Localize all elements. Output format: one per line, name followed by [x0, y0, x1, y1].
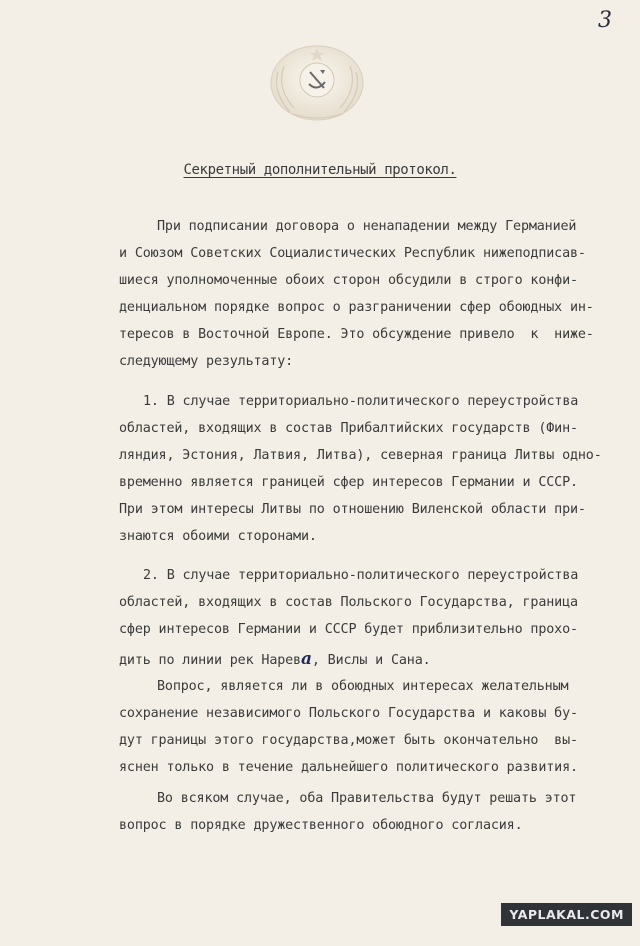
paragraph-4-line-3: дут границы этого государства,может быть окончательно вы-: [119, 733, 578, 748]
paragraph-1-line-4: денциальном порядке вопрос о разграничении сфер обоюдных ин-: [119, 300, 594, 315]
paragraph-5-line-1: Во всяком случае, оба Правительства будут решать этот: [157, 791, 577, 806]
paragraph-2-line-2: областей, входящих в состав Прибалтийских государств (Фин-: [119, 421, 578, 436]
paragraph-3-line-4-end: , Вислы и Сана.: [311, 653, 431, 668]
paragraph-2-line-3: ляндия, Эстония, Латвия, Литва), северная граница Литвы одно-: [119, 448, 602, 463]
paragraph-1-line-2: и Союзом Советских Социалистических Республик нижеподписав-: [119, 246, 586, 261]
page-number: 3: [598, 8, 612, 33]
paragraph-1-line-5: тересов в Восточной Европе. Это обсуждение привело к ниже-: [119, 327, 594, 342]
paragraph-4-line-2: сохранение независимого Польского Государства и каковы бу-: [119, 706, 578, 721]
paragraph-3-line-1: 2. В случае территориально-политического переустройства: [143, 568, 579, 583]
paragraph-3-line-3: сфер интересов Германии и СССР будет приблизительно прохо-: [119, 622, 578, 637]
paragraph-1-line-3: шиеся уполномоченные обоих сторон обсудили в строго конфи-: [119, 273, 578, 288]
site-watermark: YAPLAKAL.COM: [501, 903, 632, 926]
paragraph-2-line-4: временно является границей сфер интересов Германии и СССР.: [119, 475, 578, 490]
handwritten-correction: а: [300, 649, 312, 669]
paragraph-2-line-6: знаются обоими сторонами.: [119, 529, 317, 544]
paragraph-3-line-2: областей, входящих в состав Польского Государства, граница: [119, 595, 578, 610]
paragraph-4-line-4: яснен только в течение дальнейшего политического развития.: [119, 760, 578, 775]
document-title: Секретный дополнительный протокол.: [183, 162, 457, 178]
paragraph-2-line-5: При этом интересы Литвы по отношению Виленской области при-: [119, 502, 586, 517]
paragraph-1-line-6: следующему результату:: [119, 354, 294, 369]
paragraph-5-line-2: вопрос в порядке дружественного обоюдного согласия.: [119, 818, 523, 833]
paragraph-3-line-4: [119, 649, 431, 669]
paragraph-2-line-1: 1. В случае территориально-политического переустройства: [143, 394, 579, 409]
state-emblem-seal: [262, 42, 372, 124]
paragraph-3-line-4-text: дить по линии рек Нарев: [119, 653, 301, 668]
paragraph-1-line-1: При подписании договора о ненападении между Германией: [157, 219, 577, 234]
paragraph-4-line-1: Вопрос, является ли в обоюдных интересах желательным: [157, 679, 569, 694]
